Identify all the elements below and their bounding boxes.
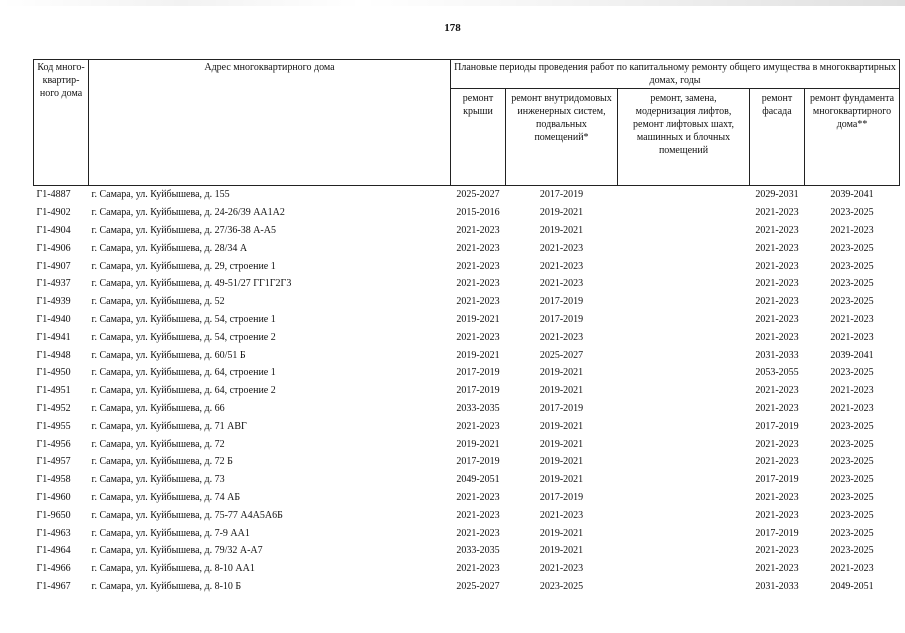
cell-facade: 2021-2023	[755, 313, 799, 325]
table-row	[34, 222, 900, 240]
cell-engineering: 2017-2019	[539, 189, 584, 201]
repair-schedule-table	[33, 59, 900, 595]
cell-foundation: 2021-2023	[830, 313, 874, 325]
cell-engineering: 2021-2023	[539, 278, 584, 290]
table-row	[34, 239, 900, 257]
cell-lifts	[618, 435, 750, 453]
header-address: Адрес многоквартирного дома	[89, 60, 451, 186]
cell-address: г. Самара, ул. Куйбышева, д. 71 АВГ	[91, 420, 247, 432]
table-header	[34, 60, 900, 186]
cell-roof: 2019-2021	[456, 438, 500, 450]
cell-lifts	[618, 275, 750, 293]
table-row	[34, 471, 900, 489]
table-row	[34, 204, 900, 222]
cell-lifts	[618, 364, 750, 382]
cell-engineering: 2019-2021	[539, 420, 584, 432]
cell-facade: 2021-2023	[755, 509, 799, 521]
cell-roof: 2021-2023	[456, 224, 500, 236]
table-row	[34, 257, 900, 275]
cell-code: Г1-4966	[36, 563, 71, 575]
cell-foundation: 2023-2025	[830, 207, 874, 219]
table-row	[34, 400, 900, 418]
cell-facade: 2021-2023	[755, 491, 799, 503]
cell-code: Г1-4952	[36, 402, 71, 414]
table-row	[34, 542, 900, 560]
cell-address: г. Самара, ул. Куйбышева, д. 29, строение 1	[91, 260, 276, 272]
header-roof: ремонт крыши	[451, 89, 506, 186]
cell-foundation: 2021-2023	[830, 224, 874, 236]
cell-lifts	[618, 417, 750, 435]
cell-lifts	[618, 453, 750, 471]
cell-code: Г1-4887	[36, 189, 71, 201]
cell-address: г. Самара, ул. Куйбышева, д. 72 Б	[91, 456, 233, 468]
cell-foundation: 2021-2023	[830, 331, 874, 343]
cell-address: г. Самара, ул. Куйбышева, д. 72	[91, 438, 225, 450]
header-lifts: ремонт, замена, модернизация лифтов, ремонт лифтовых шахт, машинных и блочных помещений	[618, 89, 750, 186]
cell-roof: 2015-2016	[456, 207, 500, 219]
cell-address: г. Самара, ул. Куйбышева, д. 28/34 А	[91, 242, 248, 254]
table-row	[34, 328, 900, 346]
cell-code: Г1-4955	[36, 420, 71, 432]
cell-lifts	[618, 471, 750, 489]
cell-foundation: 2023-2025	[830, 491, 874, 503]
cell-code: Г1-4937	[36, 278, 71, 290]
cell-foundation: 2023-2025	[830, 296, 874, 308]
cell-engineering: 2019-2021	[539, 438, 584, 450]
cell-lifts	[618, 578, 750, 596]
cell-roof: 2021-2023	[456, 296, 500, 308]
cell-lifts	[618, 489, 750, 507]
cell-code: Г1-4956	[36, 438, 71, 450]
cell-code: Г1-4948	[36, 349, 71, 361]
cell-foundation: 2023-2025	[830, 420, 874, 432]
header-engineering: ремонт внутридомовых инженерных систем, подвальных помещений*	[506, 89, 618, 186]
cell-lifts	[618, 400, 750, 418]
header-foundation: ремонт фундамента многоквартирного дома**	[805, 89, 900, 186]
cell-roof: 2021-2023	[456, 491, 500, 503]
cell-address: г. Самара, ул. Куйбышева, д. 155	[91, 189, 230, 201]
cell-address: г. Самара, ул. Куйбышева, д. 8-10 Б	[91, 580, 242, 592]
cell-engineering: 2017-2019	[539, 296, 584, 308]
cell-address: г. Самара, ул. Куйбышева, д. 74 АБ	[91, 491, 241, 503]
cell-roof: 2025-2027	[456, 580, 500, 592]
cell-code: Г1-4939	[36, 296, 71, 308]
cell-facade: 2021-2023	[755, 456, 799, 468]
cell-foundation: 2023-2025	[830, 278, 874, 290]
cell-foundation: 2023-2025	[830, 474, 874, 486]
cell-code: Г1-4963	[36, 527, 71, 539]
cell-code: Г1-4906	[36, 242, 71, 254]
cell-address: г. Самара, ул. Куйбышева, д. 24-26/39 АА1А2	[91, 207, 285, 219]
cell-code: Г1-4964	[36, 545, 71, 557]
cell-engineering: 2023-2025	[539, 580, 584, 592]
cell-lifts	[618, 186, 750, 204]
cell-foundation: 2023-2025	[830, 438, 874, 450]
cell-code: Г1-4957	[36, 456, 71, 468]
cell-address: г. Самара, ул. Куйбышева, д. 49-51/27 ГГ1Г2Г3	[91, 278, 292, 290]
cell-roof: 2017-2019	[456, 367, 500, 379]
cell-code: Г1-4960	[36, 491, 71, 503]
cell-roof: 2049-2051	[456, 474, 500, 486]
cell-code: Г1-4940	[36, 313, 71, 325]
cell-lifts	[618, 257, 750, 275]
cell-foundation: 2023-2025	[830, 509, 874, 521]
cell-facade: 2017-2019	[755, 420, 799, 432]
cell-address: г. Самара, ул. Куйбышева, д. 60/51 Б	[91, 349, 246, 361]
cell-lifts	[618, 346, 750, 364]
table-row	[34, 560, 900, 578]
cell-roof: 2021-2023	[456, 278, 500, 290]
cell-foundation: 2039-2041	[830, 189, 874, 201]
cell-lifts	[618, 204, 750, 222]
cell-lifts	[618, 293, 750, 311]
cell-engineering: 2019-2021	[539, 545, 584, 557]
cell-address: г. Самара, ул. Куйбышева, д. 75-77 А4А5А6Б	[91, 509, 283, 521]
cell-facade: 2021-2023	[755, 242, 799, 254]
cell-code: Г1-4951	[36, 385, 71, 397]
cell-foundation: 2021-2023	[830, 385, 874, 397]
cell-roof: 2021-2023	[456, 331, 500, 343]
cell-roof: 2033-2035	[456, 545, 500, 557]
cell-code: Г1-4902	[36, 207, 71, 219]
cell-lifts	[618, 382, 750, 400]
table-row	[34, 435, 900, 453]
cell-address: г. Самара, ул. Куйбышева, д. 64, строение 1	[91, 367, 276, 379]
table-row	[34, 275, 900, 293]
cell-roof: 2017-2019	[456, 456, 500, 468]
cell-engineering: 2021-2023	[539, 242, 584, 254]
cell-foundation: 2023-2025	[830, 260, 874, 272]
cell-roof: 2033-2035	[456, 402, 500, 414]
table-row	[34, 524, 900, 542]
cell-lifts	[618, 506, 750, 524]
table-row	[34, 417, 900, 435]
cell-address: г. Самара, ул. Куйбышева, д. 73	[91, 474, 225, 486]
cell-address: г. Самара, ул. Куйбышева, д. 54, строение 2	[91, 331, 276, 343]
cell-engineering: 2019-2021	[539, 224, 584, 236]
cell-address: г. Самара, ул. Куйбышева, д. 54, строение 1	[91, 313, 276, 325]
cell-facade: 2031-2033	[755, 349, 799, 361]
cell-engineering: 2019-2021	[539, 385, 584, 397]
table-row	[34, 506, 900, 524]
cell-roof: 2021-2023	[456, 527, 500, 539]
cell-foundation: 2023-2025	[830, 545, 874, 557]
cell-facade: 2021-2023	[755, 278, 799, 290]
cell-foundation: 2023-2025	[830, 367, 874, 379]
table-row	[34, 311, 900, 329]
cell-address: г. Самара, ул. Куйбышева, д. 8-10 АА1	[91, 563, 255, 575]
table-row	[34, 453, 900, 471]
cell-lifts	[618, 239, 750, 257]
cell-roof: 2017-2019	[456, 385, 500, 397]
cell-engineering: 2021-2023	[539, 509, 584, 521]
cell-foundation: 2021-2023	[830, 402, 874, 414]
header-code: Код много-квартир-ного дома	[34, 60, 89, 186]
cell-facade: 2029-2031	[755, 189, 799, 201]
cell-foundation: 2023-2025	[830, 456, 874, 468]
cell-engineering: 2019-2021	[539, 474, 584, 486]
cell-code: Г1-4941	[36, 331, 71, 343]
cell-foundation: 2049-2051	[830, 580, 874, 592]
cell-address: г. Самара, ул. Куйбышева, д. 52	[91, 296, 225, 308]
cell-code: Г1-4904	[36, 224, 71, 236]
cell-lifts	[618, 222, 750, 240]
cell-code: Г1-4950	[36, 367, 71, 379]
cell-code: Г1-4907	[36, 260, 71, 272]
table-row	[34, 186, 900, 204]
cell-facade: 2021-2023	[755, 385, 799, 397]
cell-address: г. Самара, ул. Куйбышева, д. 27/36-38 А-А5	[91, 224, 276, 236]
table-row	[34, 346, 900, 364]
cell-facade: 2021-2023	[755, 224, 799, 236]
cell-facade: 2021-2023	[755, 296, 799, 308]
cell-foundation: 2039-2041	[830, 349, 874, 361]
cell-lifts	[618, 311, 750, 329]
cell-facade: 2021-2023	[755, 545, 799, 557]
cell-facade: 2021-2023	[755, 438, 799, 450]
table-row	[34, 578, 900, 596]
cell-lifts	[618, 328, 750, 346]
table-body	[34, 186, 900, 596]
cell-lifts	[618, 542, 750, 560]
cell-roof: 2019-2021	[456, 313, 500, 325]
cell-engineering: 2019-2021	[539, 527, 584, 539]
header-facade: ремонт фасада	[750, 89, 805, 186]
cell-roof: 2021-2023	[456, 420, 500, 432]
cell-roof: 2021-2023	[456, 242, 500, 254]
scan-edge-artifact	[0, 0, 905, 6]
cell-facade: 2021-2023	[755, 402, 799, 414]
cell-facade: 2031-2033	[755, 580, 799, 592]
header-periods: Плановые периоды проведения работ по капитальному ремонту общего имущества в многоквартирных домах, годы	[451, 60, 900, 89]
cell-facade: 2017-2019	[755, 474, 799, 486]
cell-roof: 2019-2021	[456, 349, 500, 361]
cell-facade: 2017-2019	[755, 527, 799, 539]
cell-engineering: 2025-2027	[539, 349, 584, 361]
cell-roof: 2021-2023	[456, 563, 500, 575]
cell-code: Г1-4967	[36, 580, 71, 592]
cell-address: г. Самара, ул. Куйбышева, д. 7-9 АА1	[91, 527, 250, 539]
cell-foundation: 2021-2023	[830, 563, 874, 575]
cell-engineering: 2017-2019	[539, 402, 584, 414]
cell-facade: 2021-2023	[755, 260, 799, 272]
cell-facade: 2021-2023	[755, 331, 799, 343]
cell-roof: 2025-2027	[456, 189, 500, 201]
cell-roof: 2021-2023	[456, 260, 500, 272]
cell-code: Г1-9650	[36, 509, 71, 521]
cell-engineering: 2019-2021	[539, 456, 584, 468]
table-row	[34, 364, 900, 382]
cell-foundation: 2023-2025	[830, 242, 874, 254]
cell-engineering: 2017-2019	[539, 313, 584, 325]
cell-engineering: 2021-2023	[539, 563, 584, 575]
cell-engineering: 2017-2019	[539, 491, 584, 503]
cell-engineering: 2019-2021	[539, 367, 584, 379]
cell-engineering: 2019-2021	[539, 207, 584, 219]
table-row	[34, 489, 900, 507]
cell-facade: 2021-2023	[755, 563, 799, 575]
cell-address: г. Самара, ул. Куйбышева, д. 66	[91, 402, 225, 414]
page-number: 178	[444, 22, 461, 34]
cell-lifts	[618, 524, 750, 542]
cell-engineering: 2021-2023	[539, 260, 584, 272]
cell-engineering: 2021-2023	[539, 331, 584, 343]
table-row	[34, 293, 900, 311]
table-row	[34, 382, 900, 400]
cell-address: г. Самара, ул. Куйбышева, д. 64, строение 2	[91, 385, 276, 397]
cell-roof: 2021-2023	[456, 509, 500, 521]
cell-address: г. Самара, ул. Куйбышева, д. 79/32 А-А7	[91, 545, 263, 557]
cell-facade: 2053-2055	[755, 367, 799, 379]
cell-code: Г1-4958	[36, 474, 71, 486]
cell-foundation: 2023-2025	[830, 527, 874, 539]
cell-facade: 2021-2023	[755, 207, 799, 219]
cell-lifts	[618, 560, 750, 578]
